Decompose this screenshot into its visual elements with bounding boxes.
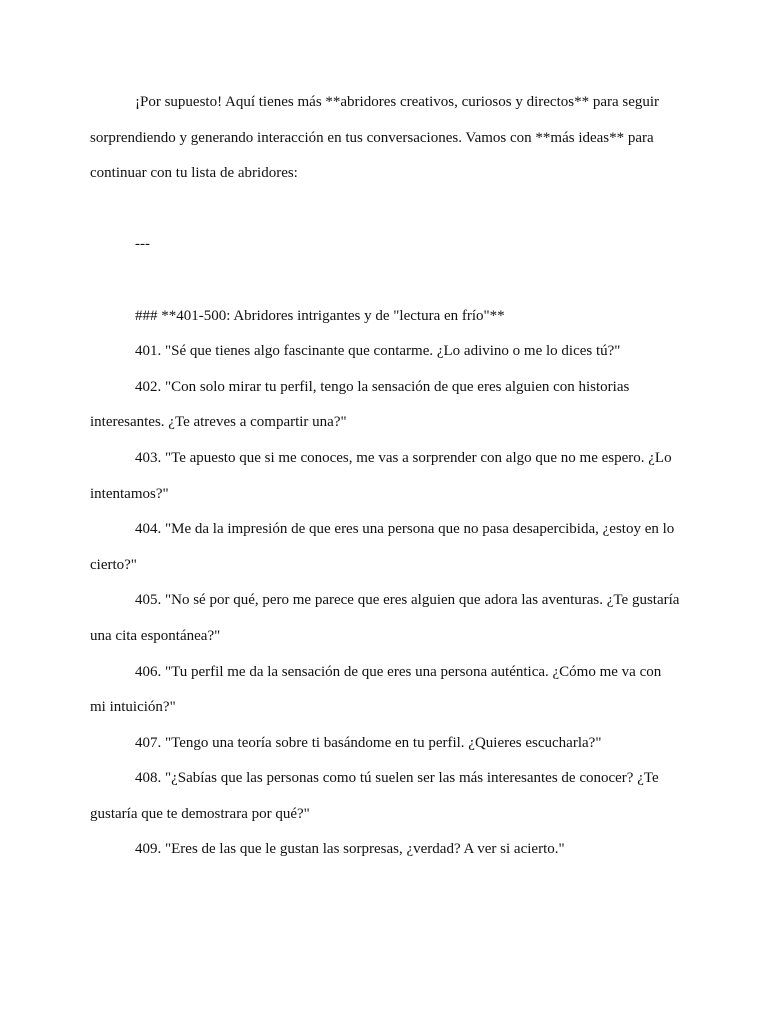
list-item-401: 401. "Sé que tienes algo fascinante que contarme. ¿Lo adivino o me lo dices tú?" [135,343,621,360]
list-item-406: 406. "Tu perfil me da la sensación de que eres una persona auténtica. ¿Cómo me va con mi intuición?" [90,663,662,716]
list-item-403: 403. "Te apuesto que si me conoces, me vas a sorprender con algo que no me espero. ¿Lo intentamos?" [90,449,672,502]
blank-line [90,263,680,299]
list-item-408: 408. "¿Sabías que las personas como tú suelen ser las más interesantes de conocer? ¿Te gustaría que te demostrara por qué?" [90,770,659,822]
blank-line [90,192,680,228]
list-item-404: 404. "Me da la impresión de que eres una persona que no pasa desapercibida, ¿estoy en lo cierto?" [90,521,675,573]
intro-paragraph: ¡Por supuesto! Aquí tienes más **abridores creativos, curiosos y directos** para seguir sorprendiendo y generando interacción en tus conversaciones. Vamos con **más ideas** para continuar con tu lista de abridores: [90,94,660,182]
section-heading: ### **401-500: Abridores intrigantes y de "lectura en frío"** [135,307,505,324]
separator-line: --- [135,236,150,253]
list-item-405: 405. "No sé por qué, pero me parece que eres alguien que adora las aventuras. ¿Te gustaría una cita espontánea?" [90,592,680,644]
list-item-409: 409. "Eres de las que le gustan las sorpresas, ¿verdad? A ver si acierto." [135,841,565,858]
list-item-402: 402. "Con solo mirar tu perfil, tengo la sensación de que eres alguien con historias interesantes. ¿Te atreves a compartir una?" [90,378,630,431]
list-item-407: 407. "Tengo una teoría sobre ti basándome en tu perfil. ¿Quieres escucharla?" [135,734,602,751]
